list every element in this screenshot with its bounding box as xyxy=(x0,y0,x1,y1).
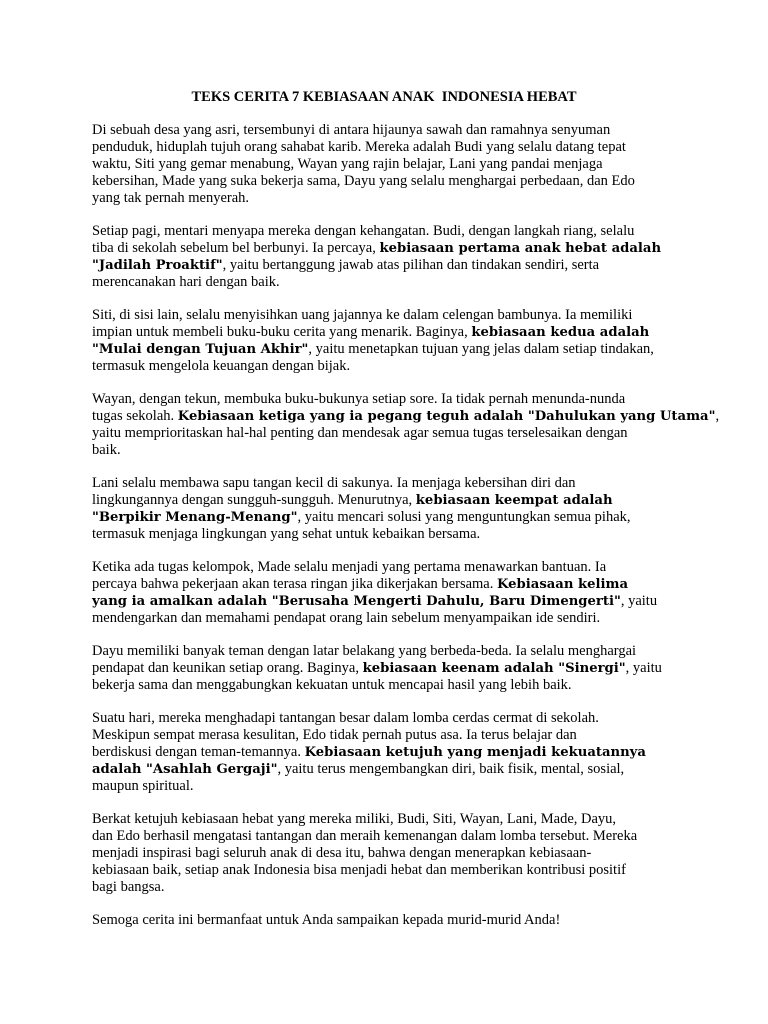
paragraph-line xyxy=(92,425,684,442)
paragraph-line xyxy=(92,744,684,761)
story-paragraph xyxy=(92,643,684,694)
text-run: , yaitu mencari solusi yang menguntungkan semua pihak, xyxy=(297,509,631,525)
paragraph-line xyxy=(92,173,684,190)
text-run: percaya bahwa pekerjaan akan terasa ringan jika dikerjakan bersama. xyxy=(92,576,497,592)
text-run: , yaitu bertanggung jawab atas pilihan dan tindakan sendiri, serta xyxy=(222,257,600,273)
text-run: , yaitu xyxy=(620,593,658,609)
text-run: Lani selalu membawa sapu tangan kecil di sakunya. Ia menjaga kebersihan diri dan xyxy=(92,475,576,491)
paragraph-line xyxy=(92,559,684,576)
text-run: kebiasaan baik, setiap anak Indonesia bisa menjadi hebat dan memberikan kontribusi positif xyxy=(92,862,626,878)
paragraph-line xyxy=(92,492,684,509)
text-run: penduduk, hiduplah tujuh orang sahabat karib. Mereka adalah Budi yang selalu datang tepat xyxy=(92,139,626,155)
text-run: Ketika ada tugas kelompok, Made selalu menjadi yang pertama menawarkan bantuan. Ia xyxy=(92,559,607,575)
bold-text: kebiasaan kedua adalah xyxy=(471,325,650,340)
text-run: Wayan, dengan tekun, membuka buku-bukunya setiap sore. Ia tidak pernah menunda-nunda xyxy=(92,391,626,407)
bold-text: kebiasaan keempat adalah xyxy=(415,493,613,508)
paragraph-line xyxy=(92,761,684,778)
text-run: , yaitu terus mengembangkan diri, baik fisik, mental, sosial, xyxy=(277,761,625,777)
paragraph-line xyxy=(92,643,684,660)
paragraph-line xyxy=(92,677,684,694)
text-run: Di sebuah desa yang asri, tersembunyi di antara hijaunya sawah dan ramahnya senyuman xyxy=(92,122,611,138)
document-title: TEKS CERITA 7 KEBIASAAN ANAK INDONESIA HEBAT xyxy=(191,89,577,105)
paragraph-line xyxy=(92,274,684,291)
text-run: merencanakan hari dengan baik. xyxy=(92,274,280,290)
paragraph-line xyxy=(92,223,684,240)
paragraph-line xyxy=(92,240,684,257)
paragraph-line xyxy=(92,526,684,543)
text-run: , yaitu xyxy=(625,660,662,676)
paragraph-line xyxy=(92,879,684,896)
story-paragraph xyxy=(92,223,684,291)
paragraph-line xyxy=(92,727,684,744)
paragraph-line xyxy=(92,475,684,492)
text-run: Dayu memiliki banyak teman dengan latar belakang yang berbeda-beda. Ia selalu menghargai xyxy=(92,643,637,659)
paragraph-line xyxy=(92,593,684,610)
text-run: tiba di sekolah sebelum bel berbunyi. Ia percaya, xyxy=(92,240,380,256)
text-run: impian untuk membeli buku-buku cerita yang menarik. Baginya, xyxy=(92,324,472,340)
paragraph-line xyxy=(92,341,684,358)
bold-text: Kebiasaan ketiga yang ia pegang teguh adalah "Dahulukan yang Utama" xyxy=(177,409,716,424)
story-paragraph xyxy=(92,475,684,543)
story-paragraph xyxy=(92,391,720,459)
story-paragraph xyxy=(92,811,684,896)
paragraph-line xyxy=(92,324,684,341)
paragraph-line xyxy=(92,139,684,156)
text-run: Siti, di sisi lain, selalu menyisihkan uang jajannya ke dalam celengan bambunya. Ia memiliki xyxy=(92,307,633,323)
document-body xyxy=(92,122,720,945)
text-run: , xyxy=(715,408,720,424)
bold-text: Kebiasaan kelima xyxy=(496,577,629,592)
bold-text: kebiasaan keenam adalah "Sinergi" xyxy=(362,661,626,676)
story-paragraph xyxy=(92,912,684,929)
paragraph-line xyxy=(92,912,684,929)
paragraph-line xyxy=(92,862,684,879)
text-run: yang tak pernah menyerah. xyxy=(92,190,250,206)
text-run: Suatu hari, mereka menghadapi tantangan besar dalam lomba cerdas cermat di sekolah. xyxy=(92,710,599,726)
paragraph-line xyxy=(92,257,684,274)
text-run: bekerja sama dan menggabungkan kekuatan untuk mencapai hasil yang lebih baik. xyxy=(92,677,572,693)
text-run: Meskipun sempat merasa kesulitan, Edo tidak pernah putus asa. Ia terus belajar dan xyxy=(92,727,577,743)
text-run: Semoga cerita ini bermanfaat untuk Anda sampaikan kepada murid-murid Anda! xyxy=(92,912,561,928)
text-run: berdiskusi dengan teman-temannya. xyxy=(92,744,305,760)
paragraph-line xyxy=(92,408,720,425)
text-run: menjadi inspirasi bagi seluruh anak di desa itu, bahwa dengan menerapkan kebiasaan- xyxy=(92,845,592,861)
paragraph-line xyxy=(92,710,684,727)
paragraph-line xyxy=(92,576,684,593)
text-run: yaitu memprioritaskan hal-hal penting dan mendesak agar semua tugas terselesaikan dengan xyxy=(92,425,628,441)
paragraph-line xyxy=(92,610,684,627)
text-run: lingkungannya dengan sungguh-sungguh. Menurutnya, xyxy=(92,492,416,508)
text-run: bagi bangsa. xyxy=(92,879,165,895)
paragraph-line xyxy=(92,845,684,862)
text-run: maupun spiritual. xyxy=(92,778,194,794)
text-run: tugas sekolah. xyxy=(92,408,178,424)
bold-text: "Mulai dengan Tujuan Akhir" xyxy=(92,342,309,357)
paragraph-line xyxy=(92,122,684,139)
paragraph-line xyxy=(92,442,684,459)
text-run: Berkat ketujuh kebiasaan hebat yang mereka miliki, Budi, Siti, Wayan, Lani, Made, Dayu, xyxy=(92,811,617,827)
text-run: mendengarkan dan memahami pendapat orang lain sebelum menyampaikan ide sendiri. xyxy=(92,610,601,626)
text-run: termasuk menjaga lingkungan yang sehat untuk kebaikan bersama. xyxy=(92,526,481,542)
paragraph-line xyxy=(92,828,684,845)
paragraph-line xyxy=(92,811,684,828)
text-run: dan Edo berhasil mengatasi tantangan dan meraih kemenangan dalam lomba tersebut. Mereka xyxy=(92,828,638,844)
text-run: termasuk mengelola keuangan dengan bijak. xyxy=(92,358,351,374)
text-run: pendapat dan keunikan setiap orang. Baginya, xyxy=(92,660,363,676)
paragraph-line xyxy=(92,660,684,677)
bold-text: "Berpikir Menang-Menang" xyxy=(92,510,298,525)
bold-text: Kebiasaan ketujuh yang menjadi kekuatannya xyxy=(304,745,646,760)
paragraph-line xyxy=(92,391,684,408)
bold-text: kebiasaan pertama anak hebat adalah xyxy=(379,241,662,256)
story-paragraph xyxy=(92,122,684,207)
bold-text: "Jadilah Proaktif" xyxy=(92,258,223,273)
text-run: , yaitu menetapkan tujuan yang jelas dalam setiap tindakan, xyxy=(308,341,654,357)
paragraph-line xyxy=(92,156,684,173)
text-run: kebersihan, Made yang suka bekerja sama, Dayu yang selalu menghargai perbedaan, dan Edo xyxy=(92,173,635,189)
text-run: baik. xyxy=(92,442,121,458)
paragraph-line xyxy=(92,778,684,795)
text-run: waktu, Siti yang gemar menabung, Wayan yang rajin belajar, Lani yang pandai menjaga xyxy=(92,156,603,172)
story-paragraph xyxy=(92,710,684,795)
paragraph-line xyxy=(92,307,684,324)
bold-text: adalah "Asahlah Gergaji" xyxy=(92,762,278,777)
story-paragraph xyxy=(92,559,684,627)
bold-text: yang ia amalkan adalah "Berusaha Mengerti Dahulu, Baru Dimengerti" xyxy=(92,594,621,609)
paragraph-line xyxy=(92,509,684,526)
story-paragraph xyxy=(92,307,684,375)
paragraph-line xyxy=(92,358,684,375)
text-run: Setiap pagi, mentari menyapa mereka dengan kehangatan. Budi, dengan langkah riang, selalu xyxy=(92,223,635,239)
paragraph-line xyxy=(92,190,684,207)
